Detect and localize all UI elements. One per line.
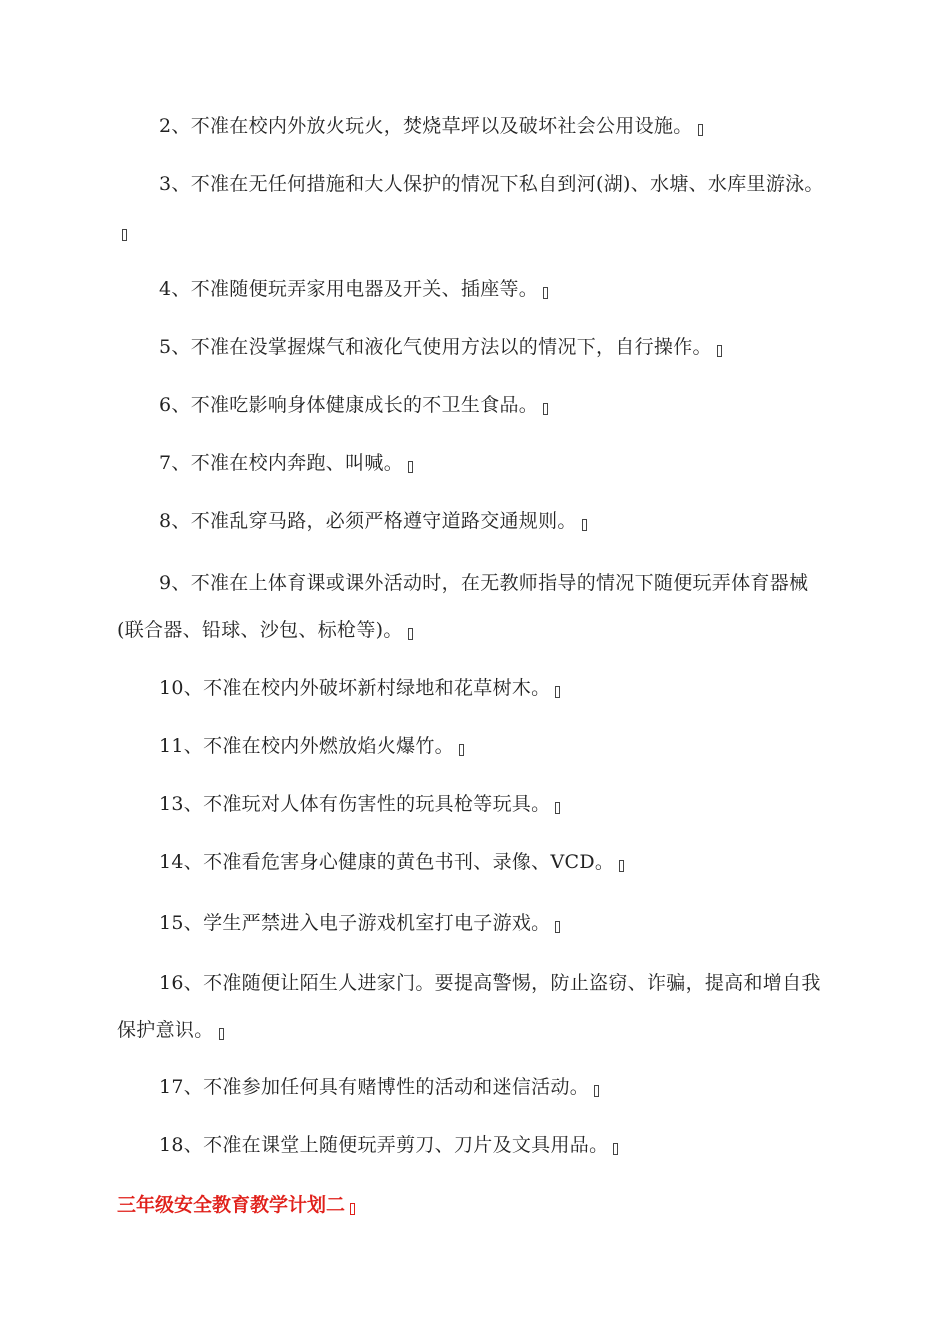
paragraph-mark-icon	[698, 124, 703, 136]
rule-6: 6、不准吃影响身体健康成长的不卫生食品。	[117, 382, 833, 429]
rule-5: 5、不准在没掌握煤气和液化气使用方法以的情况下，自行操作。	[117, 324, 833, 371]
paragraph-mark-icon	[613, 1143, 618, 1155]
paragraph-mark-icon	[543, 287, 548, 299]
paragraph-mark-icon	[219, 1028, 224, 1040]
rule-13: 13、不准玩对人体有伤害性的玩具枪等玩具。	[117, 781, 833, 828]
rule-7: 7、不准在校内奔跑、叫喊。	[117, 440, 833, 487]
section-title: 三年级安全教育教学计划二	[117, 1190, 355, 1220]
rule-9: 9、不准在上体育课或课外活动时，在无教师指导的情况下随便玩弄体育器械(联合器、铅球、沙包、标枪等)。	[117, 572, 809, 641]
rule-4: 4、不准随便玩弄家用电器及开关、插座等。	[117, 266, 833, 313]
paragraph-mark-icon	[582, 519, 587, 531]
paragraph-mark-icon	[555, 921, 560, 933]
rule-14: 14、不准看危害身心健康的黄色书刊、录像、VCD。	[117, 839, 833, 886]
paragraph-mark-icon	[122, 229, 127, 241]
rule-18: 18、不准在课堂上随便玩弄剪刀、刀片及文具用品。	[117, 1122, 833, 1169]
rule-3: 3、不准在无任何措施和大人保护的情况下私自到河(湖)、水塘、水库里游泳。	[117, 161, 833, 255]
paragraph-mark-icon	[555, 802, 560, 814]
paragraph-mark-icon	[459, 744, 464, 756]
paragraph-mark-icon	[555, 686, 560, 698]
rule-2: 2、不准在校内外放火玩火，焚烧草坪以及破坏社会公用设施。	[117, 103, 833, 150]
rule-17: 17、不准参加任何具有赌博性的活动和迷信活动。	[117, 1064, 833, 1111]
rule-10: 10、不准在校内外破坏新村绿地和花草树木。	[117, 665, 833, 712]
rule-8: 8、不准乱穿马路，必须严格遵守道路交通规则。	[117, 498, 833, 545]
paragraph-mark-icon	[594, 1085, 599, 1097]
paragraph-mark-icon	[717, 345, 722, 357]
rule-15: 15、学生严禁进入电子游戏机室打电子游戏。	[117, 900, 833, 947]
paragraph-mark-icon	[408, 461, 413, 473]
rule-11: 11、不准在校内外燃放焰火爆竹。	[117, 723, 833, 770]
paragraph-mark-icon	[619, 860, 624, 872]
paragraph-mark-icon	[408, 628, 413, 640]
rule-16: 16、不准随便让陌生人进家门。要提高警惕，防止盗窃、诈骗，提高和增自我保护意识。	[117, 972, 821, 1041]
paragraph-mark-icon	[350, 1203, 355, 1215]
paragraph-mark-icon	[543, 403, 548, 415]
